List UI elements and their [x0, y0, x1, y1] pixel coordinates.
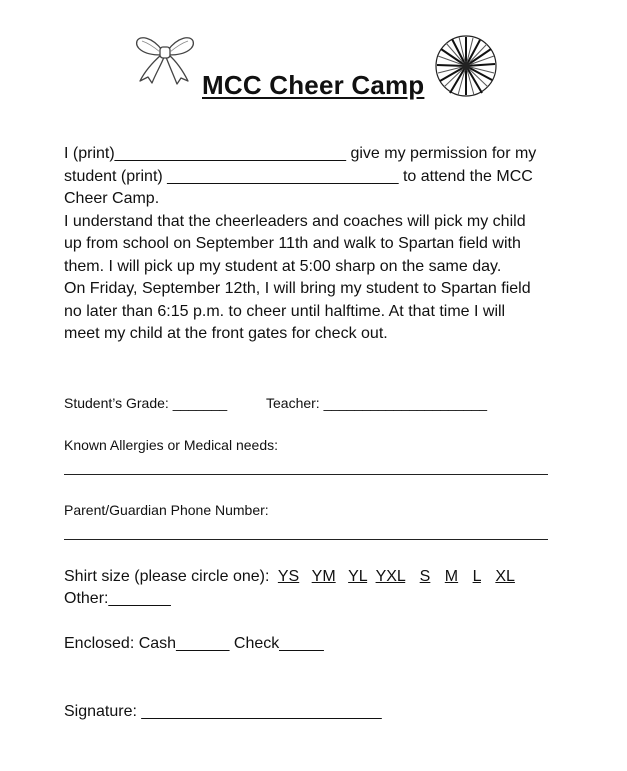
paragraph-line: I (print)__________________________ give my permission for my: [64, 145, 537, 162]
page-title: MCC Cheer Camp: [202, 70, 425, 100]
shirt-size-option[interactable]: YM: [311, 568, 336, 585]
paragraph-line: no later than 6:15 p.m. to cheer until halftime. At that time I will: [64, 302, 506, 320]
student-grade-field[interactable]: Student’s Grade: _______: [64, 395, 228, 411]
pompom-icon: [434, 34, 498, 98]
paragraph-line: meet my child at the front gates for check out.: [64, 325, 388, 342]
signature-field[interactable]: Signature: ___________________________: [64, 703, 382, 720]
other-size-field[interactable]: Other:_______: [64, 590, 171, 607]
teacher-field[interactable]: Teacher: _____________________: [266, 395, 488, 411]
shirt-size-row: [64, 568, 515, 586]
shirt-size-option[interactable]: XL: [495, 568, 515, 585]
shirt-size-option[interactable]: YXL: [375, 568, 406, 585]
paragraph-line: Cheer Camp.: [64, 190, 160, 207]
enclosed-payment-field[interactable]: Enclosed: Cash______ Check_____: [64, 635, 324, 652]
phone-line[interactable]: [64, 539, 548, 540]
allergies-label: Known Allergies or Medical needs:: [64, 437, 279, 453]
shirt-size-label: Shirt size (please circle one):: [64, 568, 270, 585]
paragraph-line: them. I will pick up my student at 5:00 sharp on the same day.: [64, 257, 502, 275]
shirt-size-option[interactable]: L: [472, 568, 481, 585]
phone-label: Parent/Guardian Phone Number:: [64, 502, 269, 518]
paragraph-line: up from school on September 11th and walk to Spartan field with: [64, 235, 521, 252]
paragraph-line: On Friday, September 12th, I will bring my student to Spartan field: [64, 280, 531, 297]
shirt-size-option[interactable]: M: [444, 568, 459, 585]
shirt-size-option[interactable]: YS: [277, 568, 300, 585]
shirt-size-option[interactable]: S: [419, 568, 431, 585]
shirt-size-option[interactable]: YL: [348, 568, 368, 585]
allergies-line[interactable]: [64, 474, 548, 475]
permission-paragraph: [64, 143, 574, 346]
paragraph-line: I understand that the cheerleaders and coaches will pick my child: [64, 212, 526, 230]
bow-icon: [134, 33, 196, 85]
paragraph-line: student (print) __________________________ to attend the MCC: [64, 167, 533, 185]
